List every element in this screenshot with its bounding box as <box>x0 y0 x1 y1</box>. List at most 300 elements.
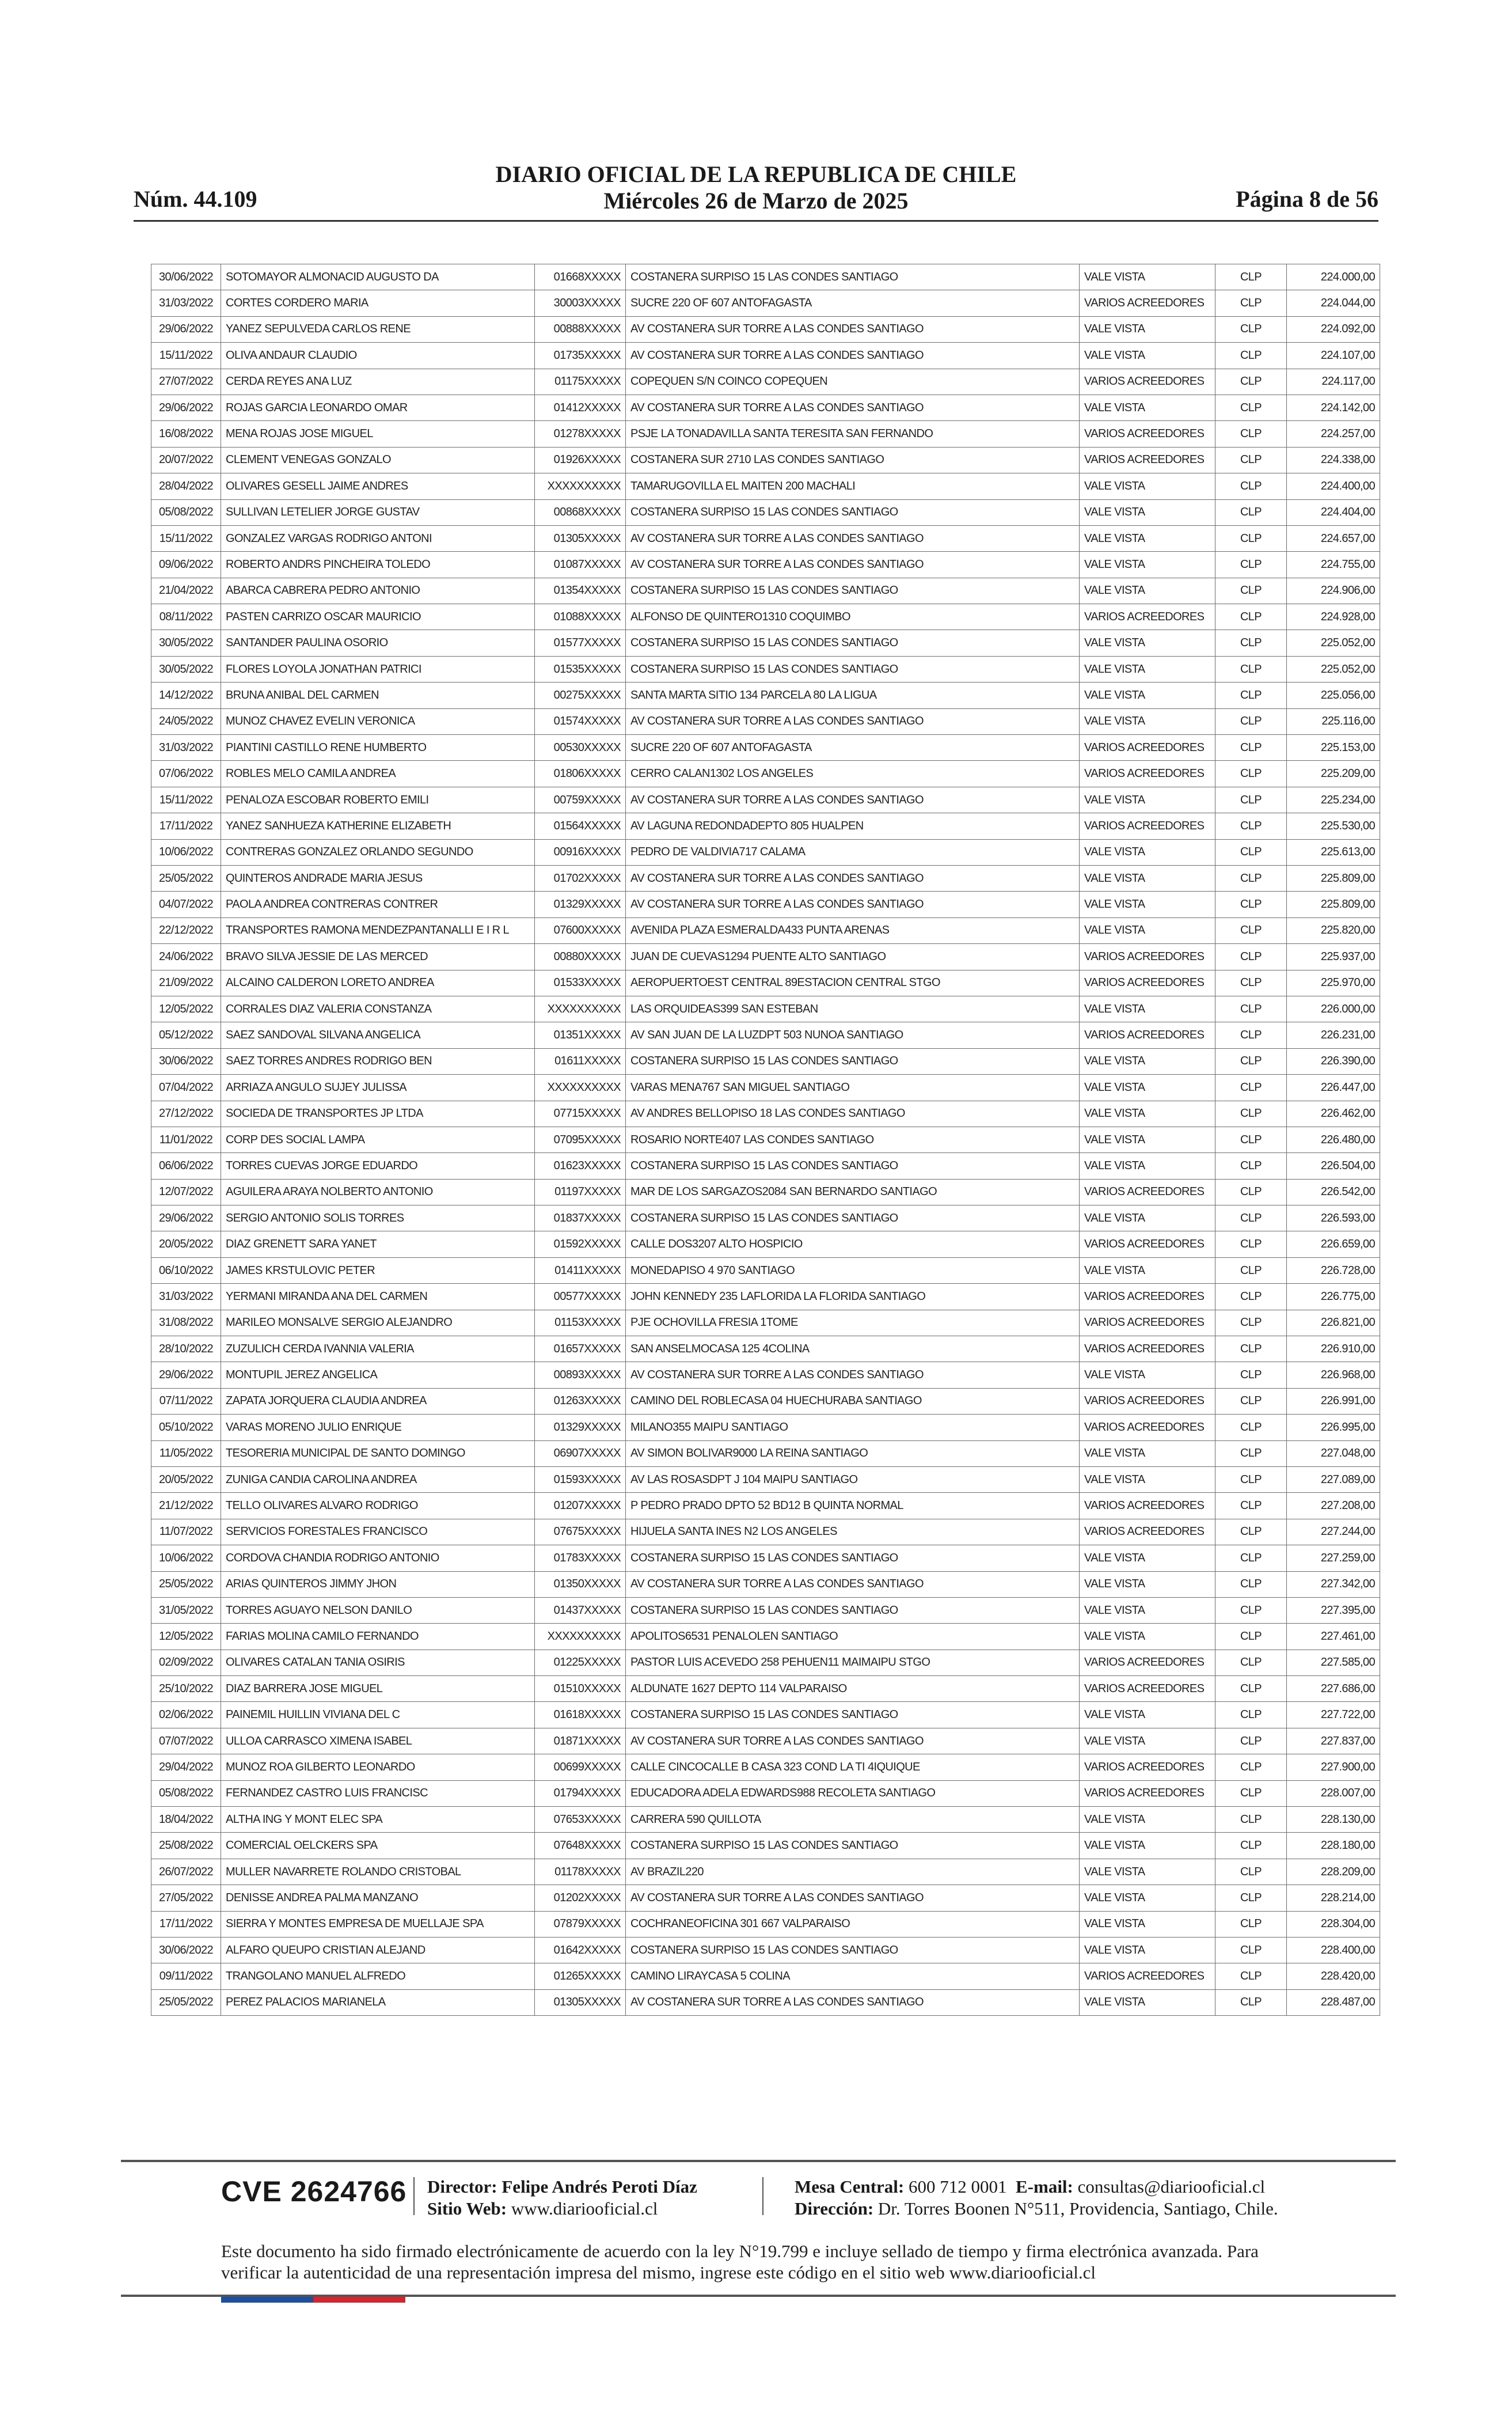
document-type-cell: VALE VISTA <box>1080 1807 1215 1833</box>
address-cell: TAMARUGOVILLA EL MAITEN 200 MACHALI <box>626 473 1080 499</box>
amount-cell: 226.910,00 <box>1287 1336 1380 1362</box>
amount-cell: 227.686,00 <box>1287 1676 1380 1702</box>
amount-cell: 227.461,00 <box>1287 1624 1380 1650</box>
table-row <box>151 1780 1380 1806</box>
rut-cell: 07879XXXXX <box>535 1911 626 1937</box>
date-cell: 17/11/2022 <box>151 813 221 839</box>
table-row <box>151 683 1380 708</box>
document-type-cell: VALE VISTA <box>1080 578 1215 604</box>
currency-cell: CLP <box>1215 892 1287 917</box>
amount-cell: 227.259,00 <box>1287 1545 1380 1571</box>
beneficiary-cell: SULLIVAN LETELIER JORGE GUSTAV <box>221 499 535 525</box>
table-row <box>151 1466 1380 1492</box>
amount-cell: 226.447,00 <box>1287 1075 1380 1101</box>
beneficiary-cell: OLIVARES GESELL JAIME ANDRES <box>221 473 535 499</box>
beneficiary-cell: ABARCA CABRERA PEDRO ANTONIO <box>221 578 535 604</box>
table-row <box>151 1833 1380 1859</box>
currency-cell: CLP <box>1215 369 1287 395</box>
currency-cell: CLP <box>1215 1938 1287 1963</box>
address-cell: COSTANERA SURPISO 15 LAS CONDES SANTIAGO <box>626 630 1080 656</box>
address-cell: APOLITOS6531 PENALOLEN SANTIAGO <box>626 1624 1080 1650</box>
beneficiary-cell: CORTES CORDERO MARIA <box>221 290 535 316</box>
beneficiary-cell: ZUNIGA CANDIA CAROLINA ANDREA <box>221 1466 535 1492</box>
records-table <box>151 264 1380 2016</box>
date-cell: 09/11/2022 <box>151 1963 221 1989</box>
date-cell: 17/11/2022 <box>151 1911 221 1937</box>
currency-cell: CLP <box>1215 970 1287 996</box>
amount-cell: 228.130,00 <box>1287 1807 1380 1833</box>
document-type-cell: VARIOS ACREEDORES <box>1080 1310 1215 1336</box>
address-cell: COSTANERA SURPISO 15 LAS CONDES SANTIAGO <box>626 264 1080 290</box>
rut-cell: 01702XXXXX <box>535 865 626 891</box>
address-cell: AV COSTANERA SUR TORRE A LAS CONDES SANTIAGO <box>626 1885 1080 1911</box>
amount-cell: 225.530,00 <box>1287 813 1380 839</box>
table-row <box>151 525 1380 551</box>
currency-cell: CLP <box>1215 421 1287 447</box>
currency-cell: CLP <box>1215 1963 1287 1989</box>
date-cell: 25/10/2022 <box>151 1676 221 1702</box>
rut-cell: 01207XXXXX <box>535 1493 626 1519</box>
beneficiary-cell: PAINEMIL HUILLIN VIVIANA DEL C <box>221 1702 535 1728</box>
amount-cell: 226.821,00 <box>1287 1310 1380 1336</box>
table-row <box>151 343 1380 369</box>
amount-cell: 226.995,00 <box>1287 1415 1380 1440</box>
currency-cell: CLP <box>1215 264 1287 290</box>
date-cell: 21/12/2022 <box>151 1493 221 1519</box>
address-cell: CALLE DOS3207 ALTO HOSPICIO <box>626 1231 1080 1257</box>
amount-cell: 226.000,00 <box>1287 996 1380 1022</box>
address-cell: MILANO355 MAIPU SANTIAGO <box>626 1415 1080 1440</box>
address-cell: COSTANERA SURPISO 15 LAS CONDES SANTIAGO <box>626 1597 1080 1623</box>
currency-cell: CLP <box>1215 761 1287 787</box>
currency-cell: CLP <box>1215 1519 1287 1545</box>
address-cell: AV LAS ROSASDPT J 104 MAIPU SANTIAGO <box>626 1466 1080 1492</box>
document-type-cell: VALE VISTA <box>1080 264 1215 290</box>
address-cell: AVENIDA PLAZA ESMERALDA433 PUNTA ARENAS <box>626 917 1080 943</box>
rut-cell: 01225XXXXX <box>535 1650 626 1675</box>
amount-cell: 225.937,00 <box>1287 944 1380 970</box>
beneficiary-cell: MULLER NAVARRETE ROLANDO CRISTOBAL <box>221 1859 535 1885</box>
document-type-cell: VALE VISTA <box>1080 1545 1215 1571</box>
footer-separator <box>762 2177 763 2215</box>
amount-cell: 227.342,00 <box>1287 1571 1380 1597</box>
document-type-cell: VALE VISTA <box>1080 865 1215 891</box>
amount-cell: 228.304,00 <box>1287 1911 1380 1937</box>
table-row <box>151 917 1380 943</box>
footer-separator <box>413 2177 415 2215</box>
table-row <box>151 447 1380 473</box>
table-row <box>151 1728 1380 1754</box>
address-cell: AEROPUERTOEST CENTRAL 89ESTACION CENTRAL STGO <box>626 970 1080 996</box>
rut-cell: 01783XXXXX <box>535 1545 626 1571</box>
email-link[interactable]: consultas@diariooficial.cl <box>1077 2177 1266 2197</box>
currency-cell: CLP <box>1215 1493 1287 1519</box>
address-cell: COSTANERA SURPISO 15 LAS CONDES SANTIAGO <box>626 1833 1080 1859</box>
date-cell: 11/01/2022 <box>151 1127 221 1152</box>
date-cell: 27/07/2022 <box>151 369 221 395</box>
currency-cell: CLP <box>1215 1624 1287 1650</box>
beneficiary-cell: MARILEO MONSALVE SERGIO ALEJANDRO <box>221 1310 535 1336</box>
currency-cell: CLP <box>1215 1048 1287 1074</box>
amount-cell: 227.395,00 <box>1287 1597 1380 1623</box>
date-cell: 28/10/2022 <box>151 1336 221 1362</box>
amount-cell: 226.728,00 <box>1287 1257 1380 1283</box>
rut-cell: 01178XXXXX <box>535 1859 626 1885</box>
document-type-cell: VALE VISTA <box>1080 1362 1215 1388</box>
address-cell: CERRO CALAN1302 LOS ANGELES <box>626 761 1080 787</box>
amount-cell: 224.107,00 <box>1287 343 1380 369</box>
beneficiary-cell: PAOLA ANDREA CONTRERAS CONTRER <box>221 892 535 917</box>
document-type-cell: VARIOS ACREEDORES <box>1080 369 1215 395</box>
address-cell: AV COSTANERA SUR TORRE A LAS CONDES SANTIAGO <box>626 343 1080 369</box>
document-type-cell: VALE VISTA <box>1080 1624 1215 1650</box>
beneficiary-cell: JAMES KRSTULOVIC PETER <box>221 1257 535 1283</box>
amount-cell: 224.000,00 <box>1287 264 1380 290</box>
address-cell: AV SAN JUAN DE LA LUZDPT 503 NUNOA SANTIAGO <box>626 1022 1080 1048</box>
table-row <box>151 839 1380 865</box>
document-type-cell: VALE VISTA <box>1080 1833 1215 1859</box>
beneficiary-cell: ULLOA CARRASCO XIMENA ISABEL <box>221 1728 535 1754</box>
address-cell: JUAN DE CUEVAS1294 PUENTE ALTO SANTIAGO <box>626 944 1080 970</box>
beneficiary-cell: QUINTEROS ANDRADE MARIA JESUS <box>221 865 535 891</box>
document-type-cell: VALE VISTA <box>1080 1702 1215 1728</box>
address-cell: SAN ANSELMOCASA 125 4COLINA <box>626 1336 1080 1362</box>
beneficiary-cell: TORRES AGUAYO NELSON DANILO <box>221 1597 535 1623</box>
rut-cell: 01623XXXXX <box>535 1153 626 1179</box>
beneficiary-cell: TESORERIA MUNICIPAL DE SANTO DOMINGO <box>221 1440 535 1466</box>
amount-cell: 227.048,00 <box>1287 1440 1380 1466</box>
currency-cell: CLP <box>1215 499 1287 525</box>
beneficiary-cell: ALTHA ING Y MONT ELEC SPA <box>221 1807 535 1833</box>
address-cell: SUCRE 220 OF 607 ANTOFAGASTA <box>626 290 1080 316</box>
footer-divider-top <box>121 2160 1396 2162</box>
table-row <box>151 1519 1380 1545</box>
address-cell: HIJUELA SANTA INES N2 LOS ANGELES <box>626 1519 1080 1545</box>
amount-cell: 224.400,00 <box>1287 473 1380 499</box>
rut-cell: 00699XXXXX <box>535 1754 626 1780</box>
address-cell: PASTOR LUIS ACEVEDO 258 PEHUEN11 MAIMAIPU STGO <box>626 1650 1080 1675</box>
date-cell: 25/05/2022 <box>151 865 221 891</box>
currency-cell: CLP <box>1215 1571 1287 1597</box>
amount-cell: 224.142,00 <box>1287 395 1380 420</box>
document-type-cell: VALE VISTA <box>1080 316 1215 342</box>
address-cell: COCHRANEOFICINA 301 667 VALPARAISO <box>626 1911 1080 1937</box>
table-row <box>151 421 1380 447</box>
rut-cell: 01593XXXXX <box>535 1466 626 1492</box>
document-type-cell: VALE VISTA <box>1080 1075 1215 1101</box>
currency-cell: CLP <box>1215 1676 1287 1702</box>
table-row <box>151 892 1380 917</box>
director-block <box>427 2176 697 2220</box>
date-cell: 06/10/2022 <box>151 1257 221 1283</box>
date-cell: 14/12/2022 <box>151 683 221 708</box>
address-cell: COSTANERA SURPISO 15 LAS CONDES SANTIAGO <box>626 1938 1080 1963</box>
address-cell: CAMINO LIRAYCASA 5 COLINA <box>626 1963 1080 1989</box>
date-cell: 27/05/2022 <box>151 1885 221 1911</box>
beneficiary-cell: PASTEN CARRIZO OSCAR MAURICIO <box>221 604 535 630</box>
date-cell: 20/05/2022 <box>151 1231 221 1257</box>
amount-cell: 225.970,00 <box>1287 970 1380 996</box>
beneficiary-cell: ROJAS GARCIA LEONARDO OMAR <box>221 395 535 420</box>
table-row <box>151 1388 1380 1414</box>
rut-cell: 00880XXXXX <box>535 944 626 970</box>
amount-cell: 227.837,00 <box>1287 1728 1380 1754</box>
document-type-cell: VALE VISTA <box>1080 1205 1215 1231</box>
rut-cell: 01574XXXXX <box>535 708 626 734</box>
rut-cell: XXXXXXXXXX <box>535 1075 626 1101</box>
table-row <box>151 1702 1380 1728</box>
rut-cell: 01354XXXXX <box>535 578 626 604</box>
table-row <box>151 1754 1380 1780</box>
rut-cell: 00888XXXXX <box>535 316 626 342</box>
amount-cell: 226.390,00 <box>1287 1048 1380 1074</box>
date-cell: 05/10/2022 <box>151 1415 221 1440</box>
beneficiary-cell: FARIAS MOLINA CAMILO FERNANDO <box>221 1624 535 1650</box>
date-cell: 11/07/2022 <box>151 1519 221 1545</box>
date-cell: 22/12/2022 <box>151 917 221 943</box>
date-cell: 02/06/2022 <box>151 1702 221 1728</box>
address-cell: SANTA MARTA SITIO 134 PARCELA 80 LA LIGUA <box>626 683 1080 708</box>
document-type-cell: VALE VISTA <box>1080 1911 1215 1937</box>
currency-cell: CLP <box>1215 525 1287 551</box>
document-type-cell: VARIOS ACREEDORES <box>1080 1388 1215 1414</box>
amount-cell: 225.234,00 <box>1287 787 1380 813</box>
document-type-cell: VALE VISTA <box>1080 630 1215 656</box>
document-type-cell: VALE VISTA <box>1080 1048 1215 1074</box>
beneficiary-cell: ARRIAZA ANGULO SUJEY JULISSA <box>221 1075 535 1101</box>
date-cell: 07/06/2022 <box>151 761 221 787</box>
amount-cell: 226.542,00 <box>1287 1179 1380 1205</box>
currency-cell: CLP <box>1215 1440 1287 1466</box>
document-type-cell: VALE VISTA <box>1080 1597 1215 1623</box>
rut-cell: 01278XXXXX <box>535 421 626 447</box>
beneficiary-cell: GONZALEZ VARGAS RODRIGO ANTONI <box>221 525 535 551</box>
rut-cell: XXXXXXXXXX <box>535 1624 626 1650</box>
address-cell: CAMINO DEL ROBLECASA 04 HUECHURABA SANTIAGO <box>626 1388 1080 1414</box>
beneficiary-cell: ROBERTO ANDRS PINCHEIRA TOLEDO <box>221 552 535 578</box>
document-type-cell: VALE VISTA <box>1080 1571 1215 1597</box>
table-row <box>151 735 1380 761</box>
rut-cell: 01535XXXXX <box>535 656 626 682</box>
document-type-cell: VALE VISTA <box>1080 1938 1215 1963</box>
beneficiary-cell: SOCIEDA DE TRANSPORTES JP LTDA <box>221 1101 535 1127</box>
table-row <box>151 1597 1380 1623</box>
amount-cell: 224.338,00 <box>1287 447 1380 473</box>
amount-cell: 228.007,00 <box>1287 1780 1380 1806</box>
rut-cell: 01202XXXXX <box>535 1885 626 1911</box>
document-type-cell: VARIOS ACREEDORES <box>1080 1754 1215 1780</box>
table-row <box>151 1545 1380 1571</box>
date-cell: 31/03/2022 <box>151 1284 221 1310</box>
address-cell: P PEDRO PRADO DPTO 52 BD12 B QUINTA NORMAL <box>626 1493 1080 1519</box>
document-type-cell: VARIOS ACREEDORES <box>1080 1284 1215 1310</box>
document-type-cell: VALE VISTA <box>1080 473 1215 499</box>
mesa-label: Mesa Central: <box>795 2177 905 2197</box>
table-row <box>151 1257 1380 1283</box>
rut-cell: 00275XXXXX <box>535 683 626 708</box>
document-type-cell: VALE VISTA <box>1080 1885 1215 1911</box>
beneficiary-cell: OLIVARES CATALAN TANIA OSIRIS <box>221 1650 535 1675</box>
rut-cell: 01087XXXXX <box>535 552 626 578</box>
rut-cell: 01265XXXXX <box>535 1963 626 1989</box>
table-row <box>151 865 1380 891</box>
table-row <box>151 1859 1380 1885</box>
beneficiary-cell: PENALOZA ESCOBAR ROBERTO EMILI <box>221 787 535 813</box>
currency-cell: CLP <box>1215 917 1287 943</box>
currency-cell: CLP <box>1215 1702 1287 1728</box>
beneficiary-cell: CORP DES SOCIAL LAMPA <box>221 1127 535 1152</box>
beneficiary-cell: YANEZ SEPULVEDA CARLOS RENE <box>221 316 535 342</box>
amount-cell: 227.585,00 <box>1287 1650 1380 1675</box>
beneficiary-cell: SAEZ TORRES ANDRES RODRIGO BEN <box>221 1048 535 1074</box>
rut-cell: 01411XXXXX <box>535 1257 626 1283</box>
currency-cell: CLP <box>1215 656 1287 682</box>
table-row <box>151 1415 1380 1440</box>
address-cell: SUCRE 220 OF 607 ANTOFAGASTA <box>626 735 1080 761</box>
director-label: Director: <box>427 2177 497 2197</box>
amount-cell: 226.504,00 <box>1287 1153 1380 1179</box>
date-cell: 10/06/2022 <box>151 839 221 865</box>
issue-number: Núm. 44.109 <box>134 186 257 212</box>
table-row <box>151 656 1380 682</box>
address-cell: CALLE CINCOCALLE B CASA 323 COND LA TI 4IQUIQUE <box>626 1754 1080 1780</box>
amount-cell: 224.755,00 <box>1287 552 1380 578</box>
table-row <box>151 1650 1380 1675</box>
currency-cell: CLP <box>1215 290 1287 316</box>
table-row <box>151 1571 1380 1597</box>
currency-cell: CLP <box>1215 1415 1287 1440</box>
address-cell: AV COSTANERA SUR TORRE A LAS CONDES SANTIAGO <box>626 1989 1080 2015</box>
address-value: Dr. Torres Boonen N°511, Providencia, Santiago, Chile. <box>877 2198 1278 2219</box>
currency-cell: CLP <box>1215 1179 1287 1205</box>
table-row <box>151 1989 1380 2015</box>
beneficiary-cell: ZAPATA JORQUERA CLAUDIA ANDREA <box>221 1388 535 1414</box>
currency-cell: CLP <box>1215 1833 1287 1859</box>
beneficiary-cell: SAEZ SANDOVAL SILVANA ANGELICA <box>221 1022 535 1048</box>
beneficiary-cell: PEREZ PALACIOS MARIANELA <box>221 1989 535 2015</box>
currency-cell: CLP <box>1215 1336 1287 1362</box>
table-row <box>151 1022 1380 1048</box>
currency-cell: CLP <box>1215 813 1287 839</box>
beneficiary-cell: YERMANI MIRANDA ANA DEL CARMEN <box>221 1284 535 1310</box>
rut-cell: 01088XXXXX <box>535 604 626 630</box>
address-cell: AV SIMON BOLIVAR9000 LA REINA SANTIAGO <box>626 1440 1080 1466</box>
address-cell: AV COSTANERA SUR TORRE A LAS CONDES SANTIAGO <box>626 552 1080 578</box>
rut-cell: 07600XXXXX <box>535 917 626 943</box>
web-link[interactable]: www.diariooficial.cl <box>511 2198 658 2219</box>
date-cell: 06/06/2022 <box>151 1153 221 1179</box>
document-type-cell: VARIOS ACREEDORES <box>1080 604 1215 630</box>
table-row <box>151 473 1380 499</box>
address-cell: AV ANDRES BELLOPISO 18 LAS CONDES SANTIAGO <box>626 1101 1080 1127</box>
table-row <box>151 1284 1380 1310</box>
beneficiary-cell: TELLO OLIVARES ALVARO RODRIGO <box>221 1493 535 1519</box>
date-cell: 12/07/2022 <box>151 1179 221 1205</box>
currency-cell: CLP <box>1215 1807 1287 1833</box>
address-cell: AV COSTANERA SUR TORRE A LAS CONDES SANTIAGO <box>626 525 1080 551</box>
rut-cell: 01642XXXXX <box>535 1938 626 1963</box>
currency-cell: CLP <box>1215 343 1287 369</box>
currency-cell: CLP <box>1215 316 1287 342</box>
amount-cell: 225.613,00 <box>1287 839 1380 865</box>
address-cell: PEDRO DE VALDIVIA717 CALAMA <box>626 839 1080 865</box>
document-type-cell: VALE VISTA <box>1080 499 1215 525</box>
rut-cell: 01329XXXXX <box>535 1415 626 1440</box>
date-cell: 07/04/2022 <box>151 1075 221 1101</box>
address-cell: AV COSTANERA SUR TORRE A LAS CONDES SANTIAGO <box>626 316 1080 342</box>
document-type-cell: VALE VISTA <box>1080 917 1215 943</box>
document-type-cell: VARIOS ACREEDORES <box>1080 1493 1215 1519</box>
address-cell: AV COSTANERA SUR TORRE A LAS CONDES SANTIAGO <box>626 1362 1080 1388</box>
date-cell: 29/06/2022 <box>151 1362 221 1388</box>
table-row <box>151 1127 1380 1152</box>
rut-cell: 07095XXXXX <box>535 1127 626 1152</box>
address-cell: EDUCADORA ADELA EDWARDS988 RECOLETA SANTIAGO <box>626 1780 1080 1806</box>
document-type-cell: VALE VISTA <box>1080 1153 1215 1179</box>
date-cell: 05/08/2022 <box>151 1780 221 1806</box>
rut-cell: 07653XXXXX <box>535 1807 626 1833</box>
amount-cell: 228.214,00 <box>1287 1885 1380 1911</box>
document-type-cell: VALE VISTA <box>1080 525 1215 551</box>
rut-cell: 01668XXXXX <box>535 264 626 290</box>
rut-cell: 01153XXXXX <box>535 1310 626 1336</box>
rut-cell: 01350XXXXX <box>535 1571 626 1597</box>
table-row <box>151 1153 1380 1179</box>
table-row <box>151 1075 1380 1101</box>
date-cell: 07/11/2022 <box>151 1388 221 1414</box>
date-cell: 21/04/2022 <box>151 578 221 604</box>
table-row <box>151 395 1380 420</box>
rut-cell: 00893XXXXX <box>535 1362 626 1388</box>
amount-cell: 227.722,00 <box>1287 1702 1380 1728</box>
amount-cell: 224.257,00 <box>1287 421 1380 447</box>
document-type-cell: VALE VISTA <box>1080 1127 1215 1152</box>
date-cell: 11/05/2022 <box>151 1440 221 1466</box>
document-type-cell: VARIOS ACREEDORES <box>1080 970 1215 996</box>
beneficiary-cell: DIAZ BARRERA JOSE MIGUEL <box>221 1676 535 1702</box>
currency-cell: CLP <box>1215 1362 1287 1388</box>
table-row <box>151 1624 1380 1650</box>
beneficiary-cell: MENA ROJAS JOSE MIGUEL <box>221 421 535 447</box>
rut-cell: 01926XXXXX <box>535 447 626 473</box>
rut-cell: 07715XXXXX <box>535 1101 626 1127</box>
rut-cell: 01175XXXXX <box>535 369 626 395</box>
date-cell: 28/04/2022 <box>151 473 221 499</box>
date-cell: 25/05/2022 <box>151 1989 221 2015</box>
document-type-cell: VARIOS ACREEDORES <box>1080 1676 1215 1702</box>
rut-cell: 30003XXXXX <box>535 290 626 316</box>
table-row <box>151 1493 1380 1519</box>
rut-cell: 01510XXXXX <box>535 1676 626 1702</box>
document-type-cell: VARIOS ACREEDORES <box>1080 1963 1215 1989</box>
rut-cell: 01564XXXXX <box>535 813 626 839</box>
table-row <box>151 761 1380 787</box>
rut-cell: 01305XXXXX <box>535 525 626 551</box>
table-row <box>151 264 1380 290</box>
beneficiary-cell: ROBLES MELO CAMILA ANDREA <box>221 761 535 787</box>
document-type-cell: VALE VISTA <box>1080 656 1215 682</box>
table-row <box>151 1440 1380 1466</box>
rut-cell: 01618XXXXX <box>535 1702 626 1728</box>
address-cell: COSTANERA SURPISO 15 LAS CONDES SANTIAGO <box>626 1153 1080 1179</box>
table-row <box>151 970 1380 996</box>
document-type-cell: VALE VISTA <box>1080 996 1215 1022</box>
document-type-cell: VALE VISTA <box>1080 1859 1215 1885</box>
currency-cell: CLP <box>1215 1859 1287 1885</box>
amount-cell: 225.209,00 <box>1287 761 1380 787</box>
currency-cell: CLP <box>1215 1989 1287 2015</box>
amount-cell: 226.775,00 <box>1287 1284 1380 1310</box>
